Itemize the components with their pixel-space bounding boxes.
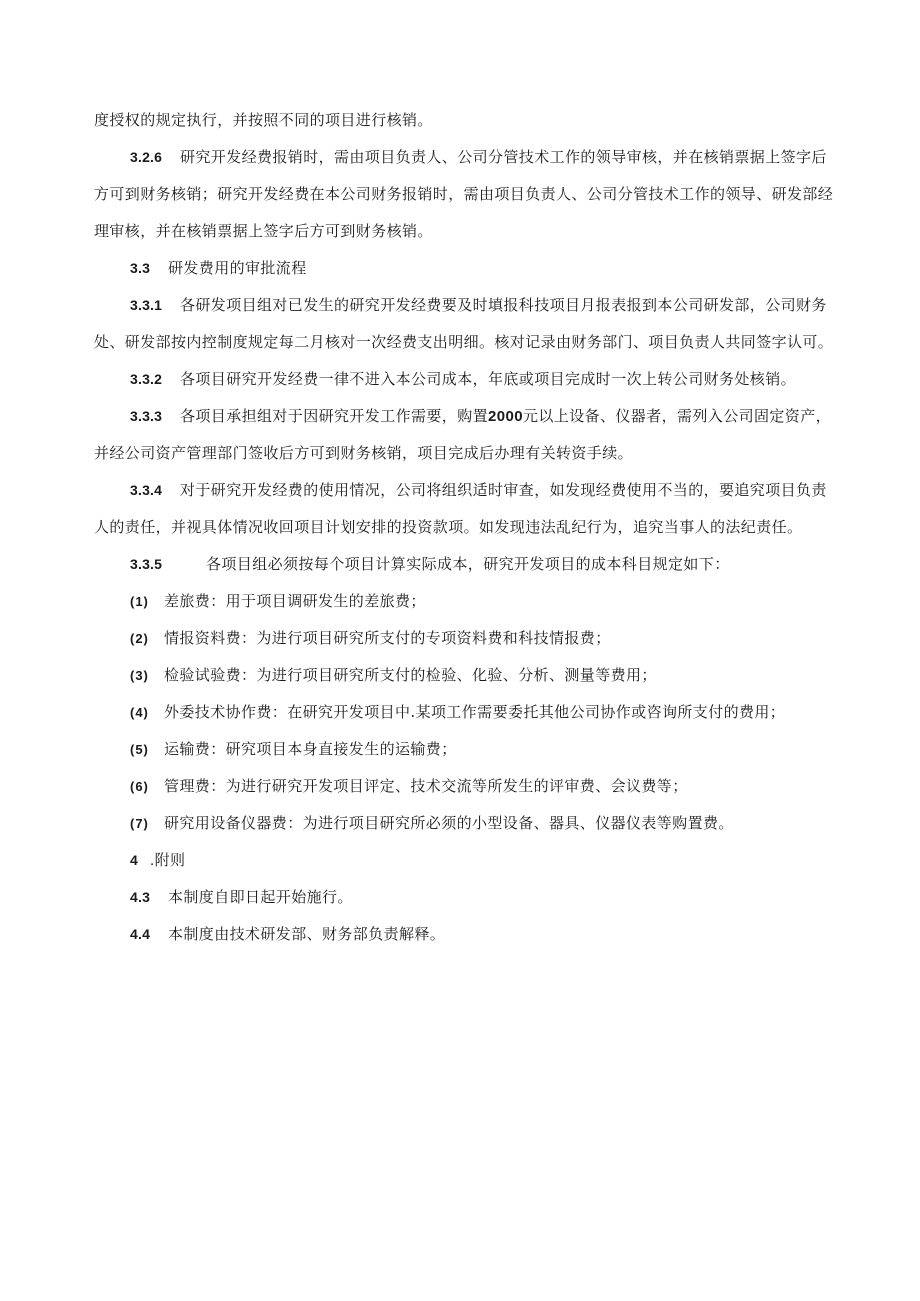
clause-text-continued: 元以上设备、仪器者，需列入公司固定资产，并经公司资产管理部门签收后方可到财务核销，项目完成后办理有关转资手续。 [94,407,832,462]
item-number: (3) [130,668,149,683]
cost-item [94,583,834,620]
paragraph-continuation [94,102,834,139]
clause-3-3-4 [94,472,834,546]
section-number: 4 [130,852,138,868]
item-text: 检验试验费：为进行项目研究所支付的检验、化验、分析、测量等费用； [164,666,657,684]
clause-3-3-1 [94,287,834,361]
section-heading: .附则 [150,852,186,869]
clause-number: 3.2.6 [130,149,163,165]
item-text: 运输费：研究项目本身直接发生的运输费； [164,740,457,758]
item-number: (5) [130,742,149,757]
clause-number: 3.3.5 [130,556,163,572]
cost-item-list [94,583,834,842]
clause-4-3 [94,879,834,916]
clause-text: 各研发项目组对已发生的研究开发经费要及时填报科技项目月报表报到本公司研发部，公司财务处、研发部按内控制度规定每二月核对一次经费支出明细。核对记录由财务部门、项目负责人共同签字认可。 [94,296,834,351]
clause-number: 3.3.3 [130,408,163,424]
section-number: 3.3 [130,260,151,276]
item-text: 外委技术协作费：在研究开发项目中.某项工作需要委托其他公司协作或咨询所支付的费用； [164,703,786,721]
clause-3-3-3 [94,398,834,472]
cost-item [94,620,834,657]
amount-value: 2000 [488,408,523,425]
cost-item [94,768,834,805]
clause-4-4 [94,916,834,953]
item-text: 研究用设备仪器费：为进行项目研究所必须的小型设备、器具、仪器仪表等购置费。 [164,814,734,832]
item-number: (6) [130,779,149,794]
section-heading: 研发费用的审批流程 [168,259,307,277]
cost-item [94,657,834,694]
cost-item [94,805,834,842]
clause-text: 对于研究开发经费的使用情况，公司将组织适时审查，如发现经费使用不当的，要追究项目负责人的责任，并视具体情况收回项目计划安排的投资款项。如发现违法乱纪行为，追究当事人的法纪责任。 [94,481,827,536]
document-body [94,102,834,953]
section-3-3 [94,250,834,287]
cost-item [94,694,834,731]
item-number: (2) [130,631,149,646]
item-text: 管理费：为进行研究开发项目评定、技术交流等所发生的评审费、会议费等； [164,777,688,795]
clause-number: 4.3 [130,889,151,905]
clause-text: 本制度由技术研发部、财务部负责解释。 [168,925,446,943]
clause-number: 4.4 [130,926,151,942]
clause-number: 3.3.4 [130,482,163,498]
item-number: (7) [130,816,149,831]
paragraph-text: 度授权的规定执行，并按照不同的项目进行核销。 [94,111,433,129]
clause-text: 各项目承担组对于因研究开发工作需要，购置 [180,407,489,425]
clause-text: 本制度自即日起开始施行。 [168,888,353,906]
item-number: (4) [130,705,149,720]
clause-number: 3.3.2 [130,371,163,387]
clause-3-2-6 [94,139,834,250]
clause-text: 研究开发经费报销时，需由项目负责人、公司分管技术工作的领导审核，并在核销票据上签字后方可到财务核销；研究开发经费在本公司财务报销时，需由项目负责人、公司分管技术工作的领导、研发部经理审核，并在核销票据上签字后方可到财务核销。 [94,148,834,240]
item-text: 差旅费：用于项目调研发生的差旅费； [164,592,426,610]
clause-number: 3.3.1 [130,297,163,313]
clause-text: 各项目研究开发经费一律不进入本公司成本，年底或项目完成时一次上转公司财务处核销。 [180,370,797,388]
section-4 [94,842,834,879]
cost-item [94,731,834,768]
clause-3-3-2 [94,361,834,398]
item-number: (1) [130,594,149,609]
clause-text: 各项目组必须按每个项目计算实际成本，研究开发项目的成本科目规定如下： [206,555,730,573]
clause-3-3-5 [94,546,834,583]
item-text: 情报资料费：为进行项目研究所支付的专项资料费和科技情报费； [164,629,611,647]
